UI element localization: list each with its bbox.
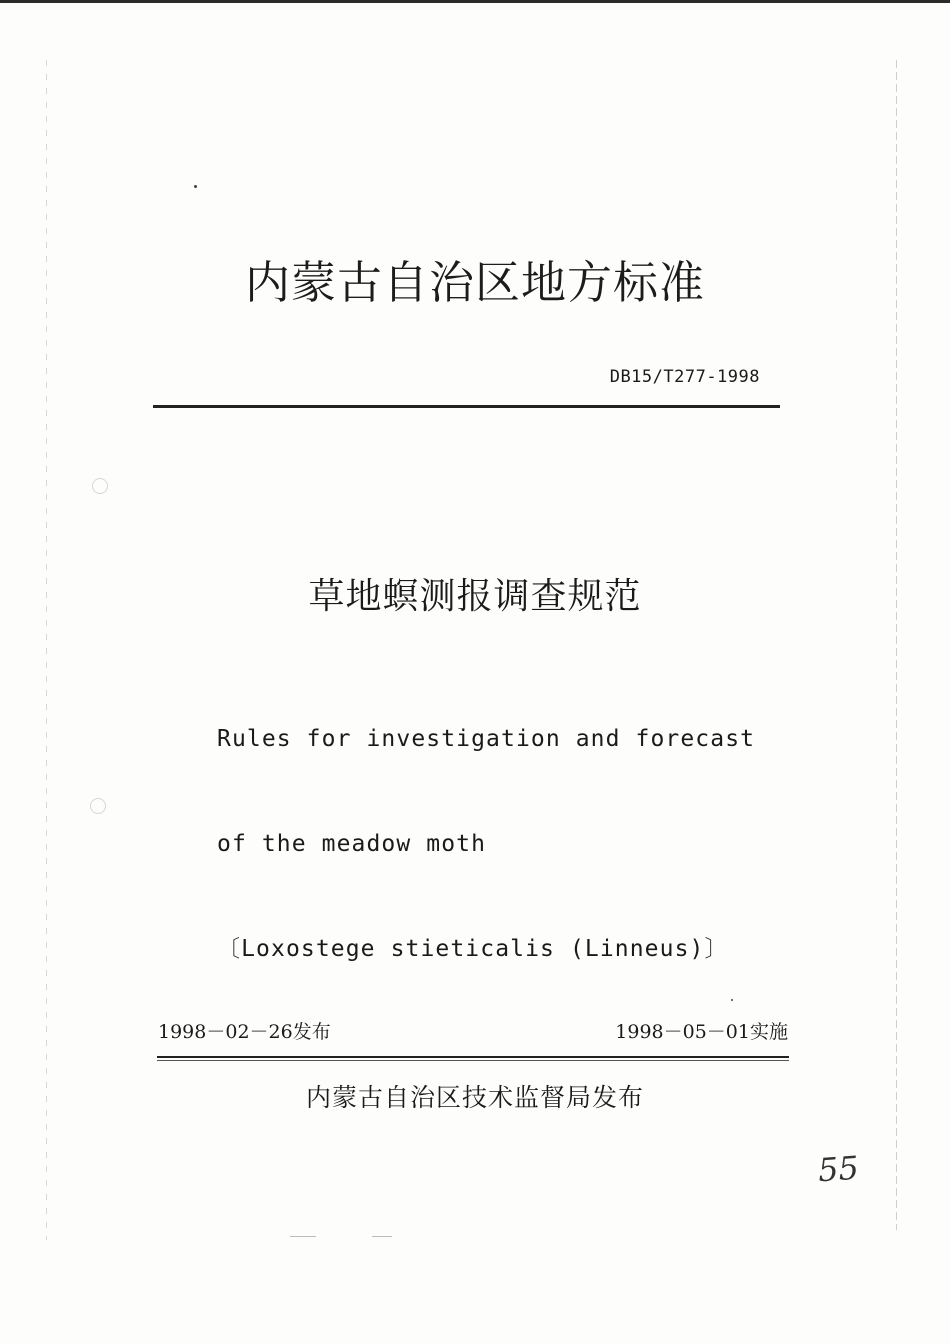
standard-number: DB15/T277-1998 [609, 367, 760, 387]
scan-speck [194, 185, 197, 188]
punch-hole-mark [90, 798, 106, 814]
header-divider [153, 405, 780, 408]
standard-type-heading: 内蒙古自治区地方标准 [244, 256, 705, 309]
english-title-line: Rules for investigation and forecast [217, 726, 756, 752]
punch-hole-mark [92, 478, 108, 494]
scan-mark [372, 1236, 392, 1237]
footer-divider [157, 1056, 789, 1061]
publisher: 内蒙古自治区技术监督局发布 [305, 1083, 644, 1112]
english-title-line: of the meadow moth [217, 831, 487, 857]
scan-mark [290, 1236, 316, 1237]
scan-top-border [0, 0, 950, 3]
implementation-date: 1998－05－01实施 [615, 1021, 788, 1043]
handwritten-page-number: 55 [816, 1148, 860, 1190]
scan-right-edge [896, 60, 897, 1230]
issue-date: 1998－02－26发布 [158, 1021, 331, 1043]
scan-left-edge [46, 60, 47, 1240]
english-title-line: 〔Loxostege stieticalis (Linneus)〕 [217, 936, 729, 962]
document-title-chinese: 草地螟测报调查规范 [308, 576, 642, 617]
document-title-english [217, 652, 755, 1002]
